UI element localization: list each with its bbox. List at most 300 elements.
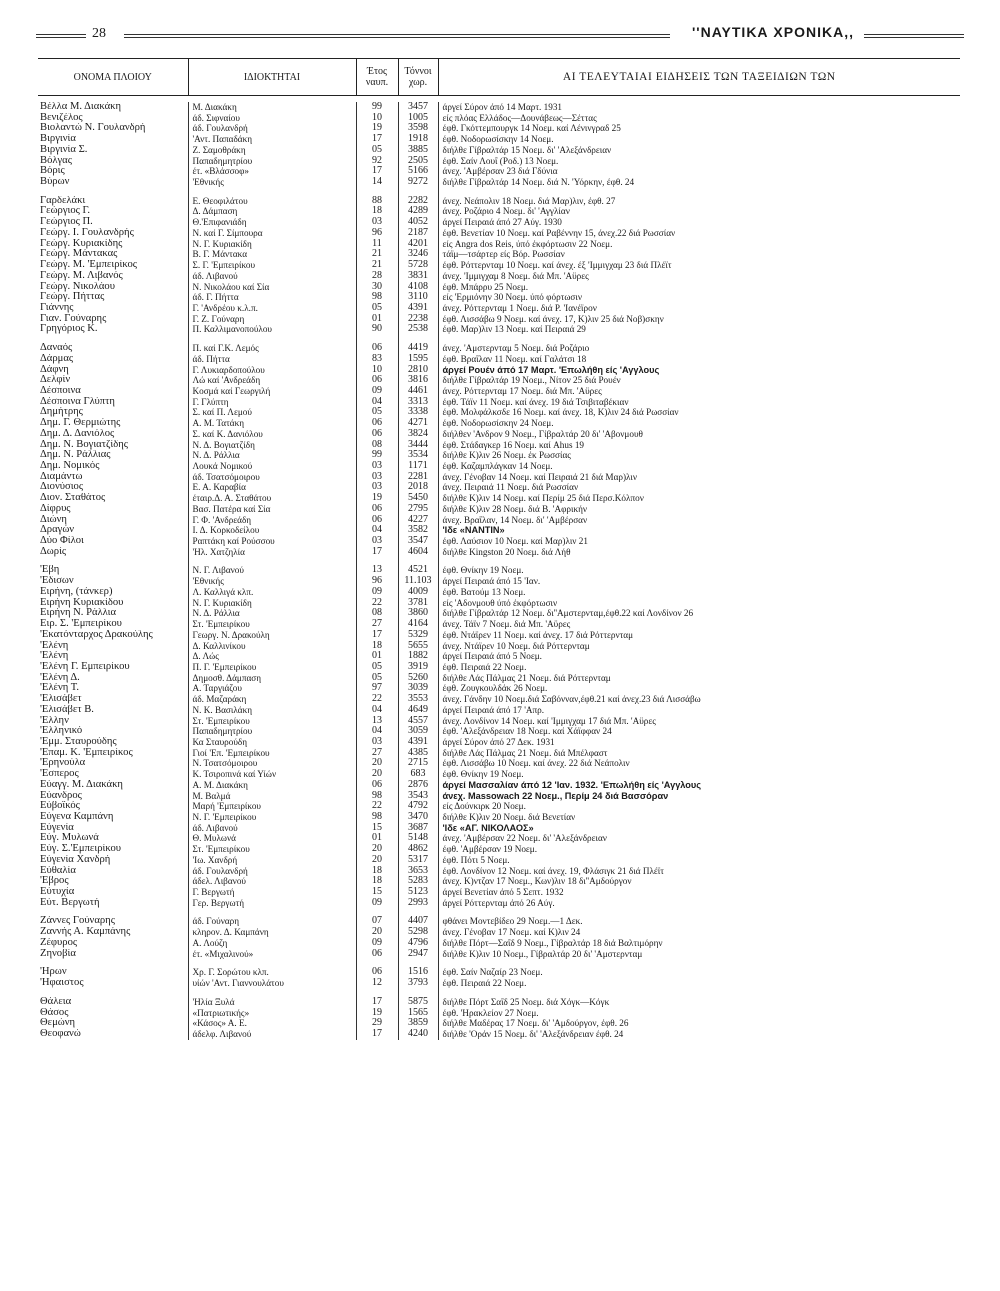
ship-name-cell: Διονύσιος [40, 482, 84, 493]
latest-news-cell: άργεί Σύρον άπό 27 Δεκ. 1931 [438, 737, 960, 748]
tonnage-cell: 2538 [398, 324, 438, 335]
table-row [38, 386, 960, 397]
table-row [38, 314, 960, 325]
table-row [38, 282, 960, 293]
owner-cell: άδ. Γ. Πήττα [188, 292, 356, 303]
ship-name-cell: Θεμώνη [40, 1018, 76, 1029]
latest-news-cell: διήλθε Γίβραλτάρ 15 Νοεμ. δι' 'Αλεξάνδρειαν [438, 145, 960, 156]
latest-news-cell: έφθ. Θνίκην 19 Νοεμ. [438, 565, 960, 576]
table-row [38, 292, 960, 303]
owner-cell: Γ. 'Ανδρέου κ.λ.π. [188, 303, 356, 314]
table-row [38, 343, 960, 354]
build-year-cell: 09 [356, 938, 398, 949]
build-year-cell: 20 [356, 855, 398, 866]
owner-cell: Λουκά Νομικού [188, 461, 356, 472]
latest-news-cell: έφθ. Λισσάβω 9 Νοεμ. καί άνεχ. 17, Κ)λιν 25 διά Νοβ)σκην [438, 314, 960, 325]
ship-name-cell: 'Ελισάβετ Β. [40, 704, 94, 715]
latest-news-cell: έφθ. 'Ηρακλείον 27 Νοεμ. [438, 1008, 960, 1019]
ship-name-cell: Γρηγόριος Κ. [40, 324, 98, 335]
latest-news-cell: έφθ. 'Αμβέρσαν 19 Νοεμ. [438, 844, 960, 855]
table-row [38, 997, 960, 1008]
latest-news-cell: άνεχ. Ροζάριο 4 Νοεμ. δι' 'Αγγλίαν [438, 206, 960, 217]
ship-name-cell: Δωρίς [40, 546, 67, 557]
table-row [38, 123, 960, 134]
table-row [38, 916, 960, 927]
latest-news-cell: είς 'Αδονμουθ ύπό έκφόρτωσιν [438, 598, 960, 609]
table-row [38, 758, 960, 769]
latest-news-cell: άνεχ. Ρόττερνταμ 1 Νοεμ. διά Ρ. 'Ιανέϊρον [438, 303, 960, 314]
table-row [38, 260, 960, 271]
tonnage-cell: 4227 [398, 515, 438, 526]
tonnage-cell: 1918 [398, 134, 438, 145]
tonnage-cell: 2876 [398, 780, 438, 791]
ship-name-cell: 'Εδισων [40, 576, 74, 587]
owner-cell: κληρον. Δ. Καμπάνη [188, 927, 356, 938]
tonnage-cell: 5148 [398, 833, 438, 844]
tonnage-cell: 3793 [398, 978, 438, 989]
table-row [38, 694, 960, 705]
table-row [38, 102, 960, 113]
build-year-cell: 05 [356, 673, 398, 684]
tonnage-cell: 2282 [398, 196, 438, 207]
table-row [38, 716, 960, 727]
ship-name-cell: Βιργινία Σ. [40, 144, 88, 155]
table-row [38, 303, 960, 314]
build-year-cell: 03 [356, 217, 398, 228]
tonnage-cell: 3824 [398, 429, 438, 440]
table-row [38, 662, 960, 673]
tonnage-cell: 4407 [398, 916, 438, 927]
ship-name-cell: Εύθαλία [40, 865, 76, 876]
ship-name-cell: Βόλγας [40, 155, 72, 166]
tonnage-cell: 3110 [398, 292, 438, 303]
ship-name-cell: Βέλλα Μ. Διακάκη [40, 102, 122, 112]
tonnage-cell: 3553 [398, 694, 438, 705]
owner-cell: Α. Μ. Τατάκη [188, 418, 356, 429]
table-row [38, 504, 960, 515]
table-row [38, 407, 960, 418]
build-year-cell: 03 [356, 482, 398, 493]
tonnage-cell: 1516 [398, 967, 438, 978]
owner-cell: Θ.'Επιφανιάδη [188, 217, 356, 228]
latest-news-cell: έφθ. Λισσάβω 10 Νοεμ. καί άνεχ. 22 διά Νεάπολιν [438, 758, 960, 769]
ship-name-cell: Δραγών [40, 525, 75, 536]
ship-name-cell: Γαρδελάκι [40, 195, 86, 206]
table-row [38, 271, 960, 282]
tonnage-cell: 3246 [398, 249, 438, 260]
build-year-cell: 06 [356, 429, 398, 440]
build-year-cell: 28 [356, 271, 398, 282]
owner-cell: άδ. Σιφναίου [188, 113, 356, 124]
table-row [38, 726, 960, 737]
tonnage-cell: 3039 [398, 683, 438, 694]
latest-news-cell: έφθ. Νοδορωσίσκην 24 Νοεμ. [438, 418, 960, 429]
tonnage-cell: 2281 [398, 472, 438, 483]
ship-name-cell: Δημ. Ν. Ράλλιας [40, 450, 111, 461]
build-year-cell: 15 [356, 823, 398, 834]
build-year-cell: 29 [356, 1018, 398, 1029]
build-year-cell: 11 [356, 239, 398, 250]
build-year-cell: 22 [356, 694, 398, 705]
tonnage-cell: 5260 [398, 673, 438, 684]
table-row [38, 791, 960, 802]
group-spacer [38, 188, 960, 196]
latest-news-cell: άνεχ. Massowach 22 Νοεμ., Περίμ 24 διά Βασσόραν [438, 791, 960, 802]
latest-news-cell: έφθ. Πειραιά 22 Νοεμ. [438, 978, 960, 989]
table-row [38, 683, 960, 694]
build-year-cell: 98 [356, 812, 398, 823]
ship-name-cell: Δημ. Δ. Δανιόλος [40, 428, 115, 439]
table-row [38, 1018, 960, 1029]
build-year-cell: 17 [356, 134, 398, 145]
owner-cell: Ν. Γ. Λιβανού [188, 565, 356, 576]
owner-cell: Ε. Θεοφιλάτου [188, 196, 356, 207]
build-year-cell: 18 [356, 876, 398, 887]
ship-name-cell: Εύγενία [40, 822, 74, 833]
table-row [38, 156, 960, 167]
table-row [38, 673, 960, 684]
owner-cell: άδ. Γουλανδρή [188, 123, 356, 134]
latest-news-cell: διήλθε Γίβραλτάρ 19 Νοεμ., Νίτον 25 διά Ρουέν [438, 375, 960, 386]
ship-name-cell: Θάσος [40, 1007, 69, 1018]
latest-news-cell: έφθ. Μπάρρυ 25 Νοεμ. [438, 282, 960, 293]
ship-name-cell: Δάφνη [40, 364, 69, 375]
ship-name-cell: 'Ελλην [40, 715, 69, 726]
latest-news-cell: διήλθε Κ)λιν 10 Νοεμ., Γίβραλτάρ 20 δι' 'Αμστερνταμ [438, 949, 960, 960]
ship-name-cell: Ζάννες Γούναρης [40, 916, 115, 927]
latest-news-cell: 'Ιδε «ΑΓ. ΝΙΚΟΛΑΟΣ» [438, 823, 960, 834]
ship-name-cell: Δύο Φίλοι [40, 536, 84, 547]
latest-news-cell: διήλθε Κ)λιν 14 Νοεμ. καί Περίμ 25 διά Περσ.Κόλπον [438, 493, 960, 504]
latest-news-cell: έφθ. Μαρ)λιν 13 Νοεμ. καί Πειραιά 29 [438, 324, 960, 335]
latest-news-cell: άργεί Πειραιά άπό 5 Νοεμ. [438, 651, 960, 662]
table-row [38, 429, 960, 440]
tonnage-cell: 4271 [398, 418, 438, 429]
build-year-cell: 03 [356, 461, 398, 472]
owner-cell: Σ. καί Κ. Δανιόλου [188, 429, 356, 440]
build-year-cell: 17 [356, 1029, 398, 1040]
owner-cell: 'Εθνικής [188, 177, 356, 188]
ship-name-cell: Βιργινία [40, 134, 76, 145]
ship-name-cell: Γιάννης [40, 302, 74, 313]
table-row [38, 354, 960, 365]
build-year-cell: 97 [356, 683, 398, 694]
owner-cell: Π. Γ. 'Εμπειρίκου [188, 662, 356, 673]
build-year-cell: 98 [356, 791, 398, 802]
owner-cell: «Πατριωτικής» [188, 1008, 356, 1019]
owner-cell: Γεωργ. Ν. Δρακούλη [188, 630, 356, 641]
group-spacer [38, 335, 960, 343]
owner-cell: Ν. Γ. 'Εμπειρίκου [188, 812, 356, 823]
owner-cell: Α. Ταργιάζου [188, 683, 356, 694]
latest-news-cell: έφθ. Ζουγκουλδάκ 26 Νοεμ. [438, 683, 960, 694]
tonnage-cell: 3582 [398, 525, 438, 536]
ship-name-cell: 'Ελισάβετ [40, 694, 82, 705]
tonnage-cell: 3338 [398, 407, 438, 418]
ship-name-cell: Γεώργ. Μ. Λιβανός [40, 270, 123, 281]
ship-name-cell: Ζέφυρος [40, 937, 78, 948]
table-row [38, 651, 960, 662]
table-row [38, 461, 960, 472]
tonnage-cell: 2947 [398, 949, 438, 960]
tonnage-cell: 2715 [398, 758, 438, 769]
tonnage-cell: 5123 [398, 887, 438, 898]
build-year-cell: 22 [356, 801, 398, 812]
tonnage-cell: 5298 [398, 927, 438, 938]
build-year-cell: 13 [356, 565, 398, 576]
latest-news-cell: άργεί Βενετίαν άπό 5 Σεπτ. 1932 [438, 887, 960, 898]
table-row [38, 898, 960, 909]
owner-cell: Στ. 'Εμπειρίκου [188, 619, 356, 630]
owner-cell: Ε. Α. Καραβία [188, 482, 356, 493]
latest-news-cell: άνεχ. Κ)ντζαν 17 Νοεμ., Κων)λιν 18 δι''Αμδούργον [438, 876, 960, 887]
latest-news-cell: διήλθε Κ)λιν 26 Νοεμ. έκ Ρωσσίας [438, 450, 960, 461]
owner-cell: Λ. Καλλιγά κλπ. [188, 587, 356, 598]
tonnage-cell: 3885 [398, 145, 438, 156]
ship-name-cell: Ειρήνη Κυριακίδου [40, 597, 124, 608]
ship-name-cell: Διον. Σταθάτος [40, 493, 106, 504]
owner-cell: 'Ηλ. Χατζηλία [188, 547, 356, 558]
latest-news-cell: διήλθε Κ)λιν 28 Νοεμ. διά Β. 'Αφρικήν [438, 504, 960, 515]
ship-name-cell: Δημ. Νομικός [40, 461, 100, 471]
ship-name-cell: Γεώργ. Πήττας [40, 292, 105, 303]
owner-cell: Ν. Γ. Κυριακίδη [188, 239, 356, 250]
tonnage-cell: 9272 [398, 177, 438, 188]
owner-cell: άδ. Πήττα [188, 354, 356, 365]
tonnage-cell: 11.103 [398, 576, 438, 587]
tonnage-cell: 3598 [398, 123, 438, 134]
owner-cell: άδ. Μαζαράκη [188, 694, 356, 705]
table-row [38, 748, 960, 759]
table-row [38, 450, 960, 461]
owner-cell: άδ. Γούναρη [188, 916, 356, 927]
table-row [38, 440, 960, 451]
latest-news-cell: έφθ. Καζαμπλάγκαν 14 Νοεμ. [438, 461, 960, 472]
table-row [38, 177, 960, 188]
latest-news-cell: άνεχ. 'Αμστερνταμ 5 Νοεμ. διά Ροζάριο [438, 343, 960, 354]
table-row [38, 576, 960, 587]
ship-name-cell: Δάρμας [40, 353, 74, 364]
build-year-cell: 90 [356, 324, 398, 335]
tonnage-cell: 3547 [398, 536, 438, 547]
table-row [38, 598, 960, 609]
table-row [38, 324, 960, 335]
tonnage-cell: 5283 [398, 876, 438, 887]
table-row [38, 493, 960, 504]
build-year-cell: 20 [356, 844, 398, 855]
build-year-cell: 27 [356, 748, 398, 759]
latest-news-cell: είς 'Ερμιόνην 30 Νοεμ. ύπό φόρτωσιν [438, 292, 960, 303]
build-year-cell: 83 [356, 354, 398, 365]
owner-cell: έταιρ.Δ. Α. Σταθάτου [188, 493, 356, 504]
owner-cell: Γερ. Βεργωτή [188, 898, 356, 909]
latest-news-cell: έφθ. Βατούμ 13 Νοεμ. [438, 587, 960, 598]
build-year-cell: 19 [356, 123, 398, 134]
ship-name-cell: Εύγ. Μυλωνά [40, 833, 99, 844]
build-year-cell: 08 [356, 608, 398, 619]
table-row [38, 769, 960, 780]
table-row [38, 1029, 960, 1040]
owner-cell: Θ. Μυλωνά [188, 833, 356, 844]
latest-news-cell: έφθ. Νοδορωσίσκην 14 Νοεμ. [438, 134, 960, 145]
latest-news-cell: έφθ. Βραΐλαν 11 Νοεμ. καί Γαλάτσι 18 [438, 354, 960, 365]
owner-cell: Χρ. Γ. Σορώτου κλπ. [188, 967, 356, 978]
latest-news-cell: άνεχ. Ντάϊρεν 10 Νοεμ. διά Ρόττερνταμ [438, 641, 960, 652]
latest-news-cell: διήλθε Λάς Πάλμας 21 Νοεμ. διά Μπέλφαστ [438, 748, 960, 759]
tonnage-cell: 4391 [398, 737, 438, 748]
build-year-cell: 22 [356, 598, 398, 609]
table-row [38, 397, 960, 408]
tonnage-cell: 4461 [398, 386, 438, 397]
build-year-cell: 04 [356, 726, 398, 737]
build-year-cell: 27 [356, 619, 398, 630]
latest-news-cell: έφθ. Ρόττερνταμ 10 Νοεμ. καί άνεχ. έξ 'Ιμμιγχαμ 23 διά Πλέϊτ [438, 260, 960, 271]
table-row [38, 482, 960, 493]
build-year-cell: 99 [356, 102, 398, 113]
ship-name-cell: 'Ηρων [40, 967, 67, 978]
owner-cell: Ν. καί Γ. Σίμπουρα [188, 228, 356, 239]
owner-cell: άδελ. Λιβανού [188, 876, 356, 887]
tonnage-cell: 5317 [398, 855, 438, 866]
tonnage-cell: 4240 [398, 1029, 438, 1040]
owner-cell: άδ. Τσατσόμοιρου [188, 472, 356, 483]
table-row [38, 239, 960, 250]
tonnage-cell: 3470 [398, 812, 438, 823]
ship-name-cell: 'Εσπερος [40, 769, 79, 780]
build-year-cell: 98 [356, 292, 398, 303]
page-number: 28 [92, 26, 106, 41]
table-row [38, 737, 960, 748]
table-row [38, 113, 960, 124]
tonnage-cell: 3687 [398, 823, 438, 834]
tonnage-cell: 1565 [398, 1008, 438, 1019]
tonnage-cell: 5875 [398, 997, 438, 1008]
owner-cell: Βασ. Πατέρα καί Σία [188, 504, 356, 515]
build-year-cell: 10 [356, 365, 398, 376]
owner-cell: Γ. Φ. 'Ανδρεάδη [188, 515, 356, 526]
ship-name-cell: 'Ελένη [40, 640, 69, 651]
table-row [38, 876, 960, 887]
table-row [38, 949, 960, 960]
tonnage-cell: 683 [398, 769, 438, 780]
owner-cell: Π. Καλλιμανοπούλου [188, 324, 356, 335]
owner-cell: 'Ιω. Χανδρή [188, 855, 356, 866]
build-year-cell: 17 [356, 166, 398, 177]
tonnage-cell: 3781 [398, 598, 438, 609]
tonnage-cell: 4164 [398, 619, 438, 630]
owner-cell: Κ. Τσιροπινά καί Υίών [188, 769, 356, 780]
owner-cell: Στ. 'Εμπειρίκου [188, 844, 356, 855]
table-row [38, 375, 960, 386]
owner-cell: Σ. καί Π. Λεμού [188, 407, 356, 418]
col-header-latest-news: ΑΙ ΤΕΛΕΥΤΑΙΑΙ ΕΙΔΗΣΕΙΣ ΤΩΝ ΤΑΞΕΙΔΙΩΝ ΤΩΝ [438, 59, 960, 96]
table-row [38, 134, 960, 145]
tonnage-cell: 2810 [398, 365, 438, 376]
build-year-cell: 06 [356, 418, 398, 429]
latest-news-cell: διήλθε Kingston 20 Νοεμ. διά Λήθ [438, 547, 960, 558]
build-year-cell: 04 [356, 525, 398, 536]
tonnage-cell: 3859 [398, 1018, 438, 1029]
owner-cell: «Κάσος» Α. Ε. [188, 1018, 356, 1029]
owner-cell: έτ. «Βλάσσοφ» [188, 166, 356, 177]
build-year-cell: 03 [356, 737, 398, 748]
ship-name-cell: 'Ελένη Τ. [40, 683, 80, 694]
table-row [38, 525, 960, 536]
owner-cell: Δ. Δάμπαση [188, 206, 356, 217]
tonnage-cell: 3534 [398, 450, 438, 461]
table-row [38, 641, 960, 652]
table-row [38, 565, 960, 576]
latest-news-cell: έφθ. Μολφάλκσδε 16 Νοεμ. καί άνεχ. 18, Κ)λιν 24 διά Ρωσσίαν [438, 407, 960, 418]
latest-news-cell: έφθ. Θνίκην 19 Νοεμ. [438, 769, 960, 780]
build-year-cell: 04 [356, 397, 398, 408]
owner-cell: άδ. Γουλανδρή [188, 866, 356, 877]
ship-name-cell: 'Εμμ. Σταυρούδης [40, 736, 117, 747]
header-rule-middle [124, 34, 670, 38]
latest-news-cell: άργεί Ρόττερνταμ άπό 26 Αύγ. [438, 898, 960, 909]
ship-name-cell: Εύγενία Χανδρή [40, 854, 111, 865]
owner-cell: Παπαδημητρίου [188, 726, 356, 737]
table-row [38, 927, 960, 938]
latest-news-cell: άργεί Πειραιά άπό 15 'Ιαν. [438, 576, 960, 587]
ship-name-cell: 'Εκατόνταρχος Δρακούλης [40, 629, 153, 640]
build-year-cell: 06 [356, 780, 398, 791]
owner-cell: 'Εθνικής [188, 576, 356, 587]
build-year-cell: 03 [356, 536, 398, 547]
table-row [38, 823, 960, 834]
owner-cell: άδελφ. Λιβανού [188, 1029, 356, 1040]
table-row [38, 801, 960, 812]
tonnage-cell: 3919 [398, 662, 438, 673]
owner-cell: Γ. Λυκιαρδοπούλου [188, 365, 356, 376]
latest-news-cell: διήλθε Γίβραλτάρ 14 Νοεμ. διά Ν. 'Υόρκην, έφθ. 24 [438, 177, 960, 188]
latest-news-cell: έφθ. Βενετίαν 10 Νοεμ. καί Ραβέννην 15, άνεχ.22 διά Ρωσσίαν [438, 228, 960, 239]
tonnage-cell: 2238 [398, 314, 438, 325]
build-year-cell: 03 [356, 472, 398, 483]
latest-news-cell: άνεχ. 'Αμβέρσαν 22 Νοεμ. δι' 'Αλεξάνδρειαν [438, 833, 960, 844]
col-header-owners: ΙΔΙΟΚΤΗΤΑΙ [188, 59, 356, 96]
ship-name-cell: Εύγ. Σ.'Εμπειρίκου [40, 844, 121, 855]
ship-name-cell: Γεώργ. Μ. 'Εμπειρίκος [40, 260, 137, 271]
build-year-cell: 12 [356, 978, 398, 989]
ship-name-cell: Θεοφανώ [40, 1028, 81, 1039]
build-year-cell: 06 [356, 375, 398, 386]
owner-cell: 'Ηλία Ξυλά [188, 997, 356, 1008]
latest-news-cell: άργεί Σύρον άπό 14 Μαρτ. 1931 [438, 102, 960, 113]
owner-cell: Ν. Νικολάου καί Σία [188, 282, 356, 293]
latest-news-cell: άνεχ. Βραΐλαν, 14 Νοεμ. δι' 'Αμβέρσαν [438, 515, 960, 526]
latest-news-cell: έφθ. Πειραιά 22 Νοεμ. [438, 662, 960, 673]
build-year-cell: 20 [356, 769, 398, 780]
tonnage-cell: 3059 [398, 726, 438, 737]
build-year-cell: 20 [356, 927, 398, 938]
table-row [38, 938, 960, 949]
tonnage-cell: 3860 [398, 608, 438, 619]
tonnage-cell: 5450 [398, 493, 438, 504]
owner-cell: Γ. Γλύπτη [188, 397, 356, 408]
build-year-cell: 01 [356, 314, 398, 325]
build-year-cell: 92 [356, 156, 398, 167]
owner-cell: 'Αντ. Παπαδάκη [188, 134, 356, 145]
owner-cell: Γ. Ζ. Γούναρη [188, 314, 356, 325]
build-year-cell: 09 [356, 587, 398, 598]
tonnage-cell: 4009 [398, 587, 438, 598]
ship-name-cell: 'Ελένη Γ. Εμπειρίκου [40, 661, 130, 672]
build-year-cell: 05 [356, 662, 398, 673]
table-row [38, 812, 960, 823]
build-year-cell: 19 [356, 493, 398, 504]
ship-name-cell: Δημ. Γ. Θερμιώτης [40, 418, 121, 429]
